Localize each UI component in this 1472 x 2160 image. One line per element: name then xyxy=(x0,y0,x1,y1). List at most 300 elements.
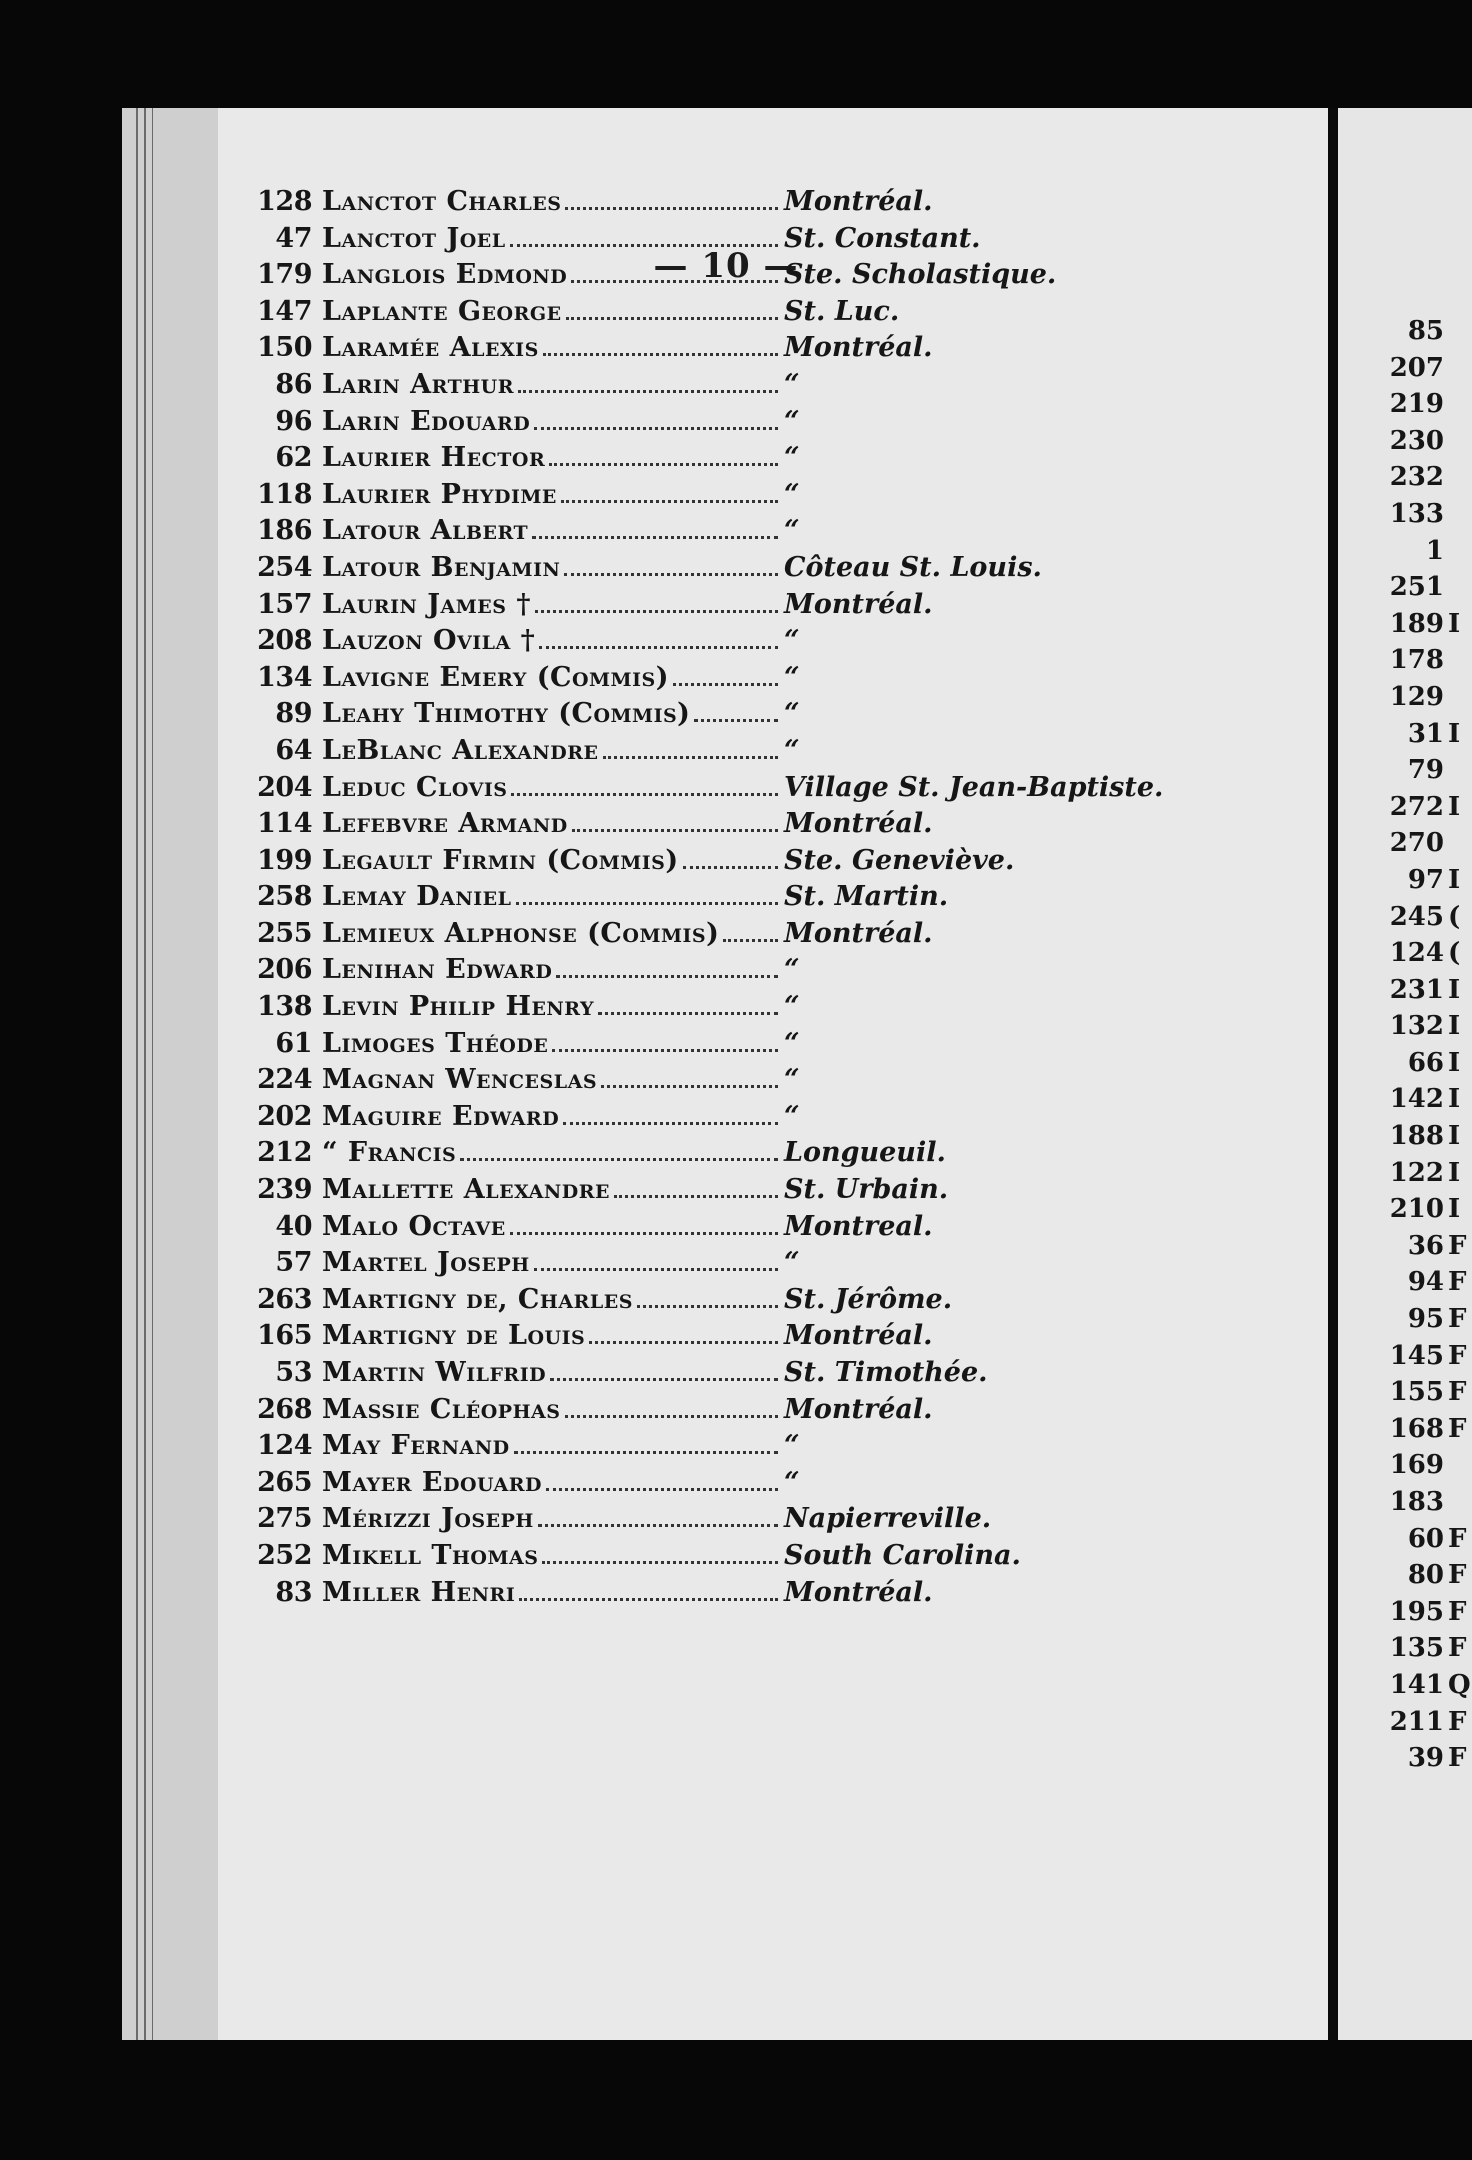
entry-number: 96 xyxy=(275,405,312,437)
entry-place: “ xyxy=(784,1027,800,1059)
right-page-number: 94 xyxy=(1407,1267,1444,1298)
entry-number: 206 xyxy=(257,954,312,986)
entry-name-cell xyxy=(322,479,782,510)
entry-name: Mérizzi Joseph xyxy=(322,1503,534,1535)
right-page-number: 188 xyxy=(1389,1121,1444,1152)
entry-name: LeBlanc Alexandre xyxy=(322,734,599,766)
entry-number: 202 xyxy=(257,1100,312,1132)
entry-number: 47 xyxy=(275,222,312,254)
list-item xyxy=(248,1211,1228,1248)
right-page-letter: I xyxy=(1448,1047,1461,1078)
entry-name-cell xyxy=(322,662,782,693)
entry-name: Malo Octave xyxy=(322,1210,506,1242)
right-page-letter: F xyxy=(1448,1230,1467,1261)
right-page-letter: F xyxy=(1448,1413,1467,1444)
entry-number: 114 xyxy=(257,808,312,840)
entry-place: Village St. Jean-Baptiste. xyxy=(784,771,1164,803)
entry-place: “ xyxy=(784,442,800,474)
right-page-letter: F xyxy=(1448,1340,1467,1371)
entry-name: Laurin James † xyxy=(322,588,532,620)
entry-number: 83 xyxy=(275,1576,312,1608)
list-item xyxy=(248,662,1228,699)
entry-name: Mayer Edouard xyxy=(322,1466,543,1498)
entry-name-cell xyxy=(322,223,782,254)
right-page-numbers xyxy=(1384,316,1444,1780)
right-page-number: 39 xyxy=(1407,1743,1444,1774)
right-page-letter: F xyxy=(1448,1523,1467,1554)
entry-name: Laurier Phydime xyxy=(322,478,557,510)
entry-place: “ xyxy=(784,625,800,657)
entry-place: Montréal. xyxy=(784,186,933,217)
entry-name-cell xyxy=(322,1467,782,1498)
list-item xyxy=(248,442,1228,479)
right-page-number: 141 xyxy=(1389,1669,1444,1700)
entry-place: Montreal. xyxy=(784,1210,933,1242)
entry-number: 157 xyxy=(257,588,312,620)
entry-place: St. Luc. xyxy=(784,295,900,327)
entry-name: Lauzon Ovila † xyxy=(322,625,536,657)
dot-leader xyxy=(510,1232,778,1235)
right-page-letter xyxy=(1448,682,1472,719)
dot-leader xyxy=(550,1378,778,1381)
right-page-letter: I xyxy=(1448,1157,1461,1188)
right-page-letter xyxy=(1448,389,1472,426)
entry-name: Massie Cléophas xyxy=(322,1393,561,1425)
right-page-letter: I xyxy=(1448,1194,1461,1225)
right-page-number: 155 xyxy=(1389,1377,1444,1408)
list-item xyxy=(248,1467,1228,1504)
entry-name-cell xyxy=(322,186,782,217)
dot-leader xyxy=(549,463,778,466)
right-page-letter xyxy=(1448,426,1472,463)
entry-name: Lemieux Alphonse (Commis) xyxy=(322,917,720,949)
right-page-number: 272 xyxy=(1389,791,1444,822)
entry-name: “ Francis xyxy=(322,1137,457,1169)
entry-place: “ xyxy=(784,1064,800,1096)
right-page-letter: I xyxy=(1448,864,1461,895)
entry-name: Larin Edouard xyxy=(322,405,531,437)
right-page-letter: F xyxy=(1448,1377,1467,1408)
entry-place: Montréal. xyxy=(784,1393,933,1425)
list-item xyxy=(248,1430,1228,1467)
right-page-letter xyxy=(1448,828,1472,865)
right-page-letter: ( xyxy=(1448,901,1461,932)
entry-place: St. Martin. xyxy=(784,881,949,913)
right-page-letter: ( xyxy=(1448,938,1461,969)
list-item xyxy=(248,954,1228,991)
entry-name-cell xyxy=(322,1320,782,1351)
list-item xyxy=(248,1247,1228,1284)
right-page-letter: I xyxy=(1448,791,1461,822)
entry-name-cell xyxy=(322,259,782,290)
entry-place: St. Jérôme. xyxy=(784,1283,953,1315)
entry-name-cell xyxy=(322,369,782,400)
entry-number: 53 xyxy=(275,1357,312,1388)
entry-place: “ xyxy=(784,405,800,437)
entry-name: Martel Joseph xyxy=(322,1247,530,1279)
entry-number: 147 xyxy=(257,295,312,327)
dot-leader xyxy=(563,1122,778,1125)
right-page-number: 168 xyxy=(1389,1413,1444,1444)
list-item xyxy=(248,845,1228,882)
entry-name-cell xyxy=(322,1101,782,1132)
entry-name-cell xyxy=(322,845,782,876)
right-page-letter xyxy=(1448,353,1472,390)
list-item xyxy=(248,552,1228,589)
dot-leader xyxy=(683,866,778,869)
list-item xyxy=(248,223,1228,260)
dot-leader xyxy=(723,939,778,942)
entry-name: Miller Henri xyxy=(322,1576,516,1608)
list-item xyxy=(248,918,1228,955)
entry-name: Latour Benjamin xyxy=(322,551,561,583)
entry-place: Longueuil. xyxy=(784,1137,946,1169)
entry-name: Laurier Hector xyxy=(322,442,546,474)
right-page-number: 132 xyxy=(1389,1011,1444,1042)
entry-number: 165 xyxy=(257,1320,312,1352)
right-page-number: 270 xyxy=(1389,828,1444,859)
entry-name: Legault Firmin (Commis) xyxy=(322,844,679,876)
entry-number: 208 xyxy=(257,625,312,657)
entry-place: “ xyxy=(784,1430,800,1462)
entry-number: 134 xyxy=(257,661,312,693)
right-page-letter: F xyxy=(1448,1304,1467,1335)
entry-name-cell xyxy=(322,881,782,912)
right-page-number: 142 xyxy=(1389,1084,1444,1115)
right-page-letter: F xyxy=(1448,1706,1467,1737)
right-page-number: 189 xyxy=(1389,608,1444,639)
entry-number: 252 xyxy=(257,1539,312,1571)
right-page-letter xyxy=(1448,462,1472,499)
register-list xyxy=(248,186,1228,1613)
list-item xyxy=(248,1101,1228,1138)
list-item xyxy=(248,296,1228,333)
entry-name: Langlois Edmond xyxy=(322,259,568,291)
entry-place: Montréal. xyxy=(784,332,933,364)
right-page-letter: Q xyxy=(1448,1669,1471,1700)
entry-place: South Carolina. xyxy=(784,1539,1021,1571)
entry-name: Lemay Daniel xyxy=(322,881,512,913)
right-page-number: 31 xyxy=(1407,718,1444,749)
right-page-letters xyxy=(1448,316,1472,1780)
entry-name-cell xyxy=(322,1394,782,1425)
entry-name-cell xyxy=(322,1577,782,1608)
entry-name-cell xyxy=(322,772,782,803)
list-item xyxy=(248,259,1228,296)
entry-number: 263 xyxy=(257,1283,312,1315)
entry-place: St. Urbain. xyxy=(784,1174,949,1206)
right-page-number: 79 xyxy=(1407,755,1444,786)
right-page-number: 230 xyxy=(1389,425,1444,456)
entry-number: 124 xyxy=(257,1430,312,1462)
entry-name: Leahy Thimothy (Commis) xyxy=(322,698,691,730)
right-page-number: 135 xyxy=(1389,1633,1444,1664)
entry-place: Côteau St. Louis. xyxy=(784,551,1042,583)
entry-name: Levin Philip Henry xyxy=(322,991,595,1023)
right-page-number: 80 xyxy=(1407,1560,1444,1591)
right-page-number: 219 xyxy=(1389,389,1444,420)
list-item xyxy=(248,479,1228,516)
entry-number: 86 xyxy=(275,368,312,400)
entry-name-cell xyxy=(322,552,782,583)
list-item xyxy=(248,625,1228,662)
right-page-number: 195 xyxy=(1389,1596,1444,1627)
entry-place: “ xyxy=(784,368,800,400)
right-page-number: 231 xyxy=(1389,974,1444,1005)
entry-number: 204 xyxy=(257,771,312,803)
entry-place: “ xyxy=(784,954,800,986)
right-page-letter: I xyxy=(1448,1084,1461,1115)
right-page-number: 1 xyxy=(1425,535,1444,566)
entry-number: 40 xyxy=(275,1210,312,1242)
right-page-number: 66 xyxy=(1407,1047,1444,1078)
entry-name-cell xyxy=(322,991,782,1022)
list-item xyxy=(248,1577,1228,1614)
entry-name: Limoges Théode xyxy=(322,1027,549,1059)
dot-leader xyxy=(514,1451,778,1454)
entry-name-cell xyxy=(322,1174,782,1205)
dot-leader xyxy=(565,207,778,210)
right-page-number: 210 xyxy=(1389,1194,1444,1225)
right-page-number: 133 xyxy=(1389,498,1444,529)
entry-number: 255 xyxy=(257,917,312,949)
list-item xyxy=(248,881,1228,918)
entry-place: Montréal. xyxy=(784,808,933,840)
dot-leader xyxy=(598,1012,778,1015)
entry-number: 275 xyxy=(257,1503,312,1535)
entry-name-cell xyxy=(322,1028,782,1059)
right-page-number: 122 xyxy=(1389,1157,1444,1188)
right-page-number: 97 xyxy=(1407,864,1444,895)
entry-name-cell xyxy=(322,1430,782,1461)
entry-number: 265 xyxy=(257,1466,312,1498)
list-item xyxy=(248,1284,1228,1321)
entry-place: Montréal. xyxy=(784,588,933,620)
right-page-number: 36 xyxy=(1407,1230,1444,1261)
dot-leader xyxy=(561,500,778,503)
right-page-letter: I xyxy=(1448,1011,1461,1042)
dot-leader xyxy=(538,1524,778,1527)
list-item xyxy=(248,332,1228,369)
list-item xyxy=(248,1540,1228,1577)
list-item xyxy=(248,1137,1228,1174)
right-page-letter: F xyxy=(1448,1743,1467,1774)
right-page-letter: F xyxy=(1448,1267,1467,1298)
entry-place: “ xyxy=(784,661,800,693)
dot-leader xyxy=(519,1598,778,1601)
entry-name: Martigny de Louis xyxy=(322,1320,586,1352)
right-page-number: 211 xyxy=(1389,1706,1444,1737)
right-page-number: 207 xyxy=(1389,352,1444,383)
right-page-letter xyxy=(1448,536,1472,573)
entry-number: 186 xyxy=(257,515,312,547)
dot-leader xyxy=(510,244,778,247)
entry-name-cell xyxy=(322,808,782,839)
list-item xyxy=(248,735,1228,772)
gutter-line xyxy=(144,108,146,2040)
right-page-number: 251 xyxy=(1389,572,1444,603)
dot-leader xyxy=(603,756,779,759)
right-page-number: 124 xyxy=(1389,938,1444,969)
dot-leader xyxy=(637,1305,778,1308)
dot-leader xyxy=(535,610,778,613)
right-page-letter: I xyxy=(1448,1121,1461,1152)
list-item xyxy=(248,1357,1228,1394)
entry-name: Larin Arthur xyxy=(322,368,515,400)
dot-leader xyxy=(534,427,778,430)
right-page-number: 145 xyxy=(1389,1340,1444,1371)
dot-leader xyxy=(564,573,778,576)
right-page-letter xyxy=(1448,499,1472,536)
entry-name-cell xyxy=(322,442,782,473)
list-item xyxy=(248,1028,1228,1065)
entry-name: Mallette Alexandre xyxy=(322,1174,611,1206)
entry-number: 138 xyxy=(257,991,312,1023)
list-item xyxy=(248,589,1228,626)
dot-leader xyxy=(589,1341,778,1344)
entry-number: 268 xyxy=(257,1393,312,1425)
entry-number: 224 xyxy=(257,1064,312,1096)
entry-name-cell xyxy=(322,1357,782,1388)
entry-place: Montréal. xyxy=(784,1576,933,1608)
entry-place: “ xyxy=(784,1100,800,1132)
dot-leader xyxy=(694,719,778,722)
dot-leader xyxy=(673,683,778,686)
entry-place: “ xyxy=(784,991,800,1023)
right-page-letter xyxy=(1448,316,1472,353)
entry-name: Lavigne Emery (Commis) xyxy=(322,661,669,693)
entry-name: Martigny de, Charles xyxy=(322,1283,633,1315)
right-page-letter: F xyxy=(1448,1596,1467,1627)
entry-name-cell xyxy=(322,954,782,985)
dot-leader xyxy=(572,829,778,832)
entry-name: Mikell Thomas xyxy=(322,1539,539,1571)
entry-number: 64 xyxy=(275,734,312,766)
entry-name-cell xyxy=(322,332,782,363)
dot-leader xyxy=(565,1415,778,1418)
list-item xyxy=(248,772,1228,809)
entry-number: 212 xyxy=(257,1137,312,1169)
right-page-letter xyxy=(1448,645,1472,682)
entry-place: Montréal. xyxy=(784,1320,933,1352)
entry-number: 61 xyxy=(275,1027,312,1059)
right-page-letter: I xyxy=(1448,974,1461,1005)
right-page-letter: F xyxy=(1448,1560,1467,1591)
dot-leader xyxy=(516,902,778,905)
entry-name: Lefebvre Armand xyxy=(322,808,568,840)
entry-place: “ xyxy=(784,698,800,730)
list-item xyxy=(248,991,1228,1028)
entry-name: Martin Wilfrid xyxy=(322,1357,547,1388)
entry-number: 258 xyxy=(257,881,312,913)
right-page-letter: I xyxy=(1448,608,1461,639)
dot-leader xyxy=(532,536,778,539)
entry-name-cell xyxy=(322,735,782,766)
dot-leader xyxy=(511,793,778,796)
right-page-letter xyxy=(1448,572,1472,609)
entry-name-cell xyxy=(322,1247,782,1278)
entry-name-cell xyxy=(322,625,782,656)
dot-leader xyxy=(539,646,778,649)
dot-leader xyxy=(552,1049,778,1052)
right-page-number: 232 xyxy=(1389,462,1444,493)
list-item xyxy=(248,698,1228,735)
right-page-number: 60 xyxy=(1407,1523,1444,1554)
list-item xyxy=(248,406,1228,443)
entry-place: Ste. Geneviève. xyxy=(784,844,1015,876)
list-item xyxy=(248,1394,1228,1431)
entry-number: 118 xyxy=(257,478,312,510)
list-item xyxy=(248,1174,1228,1211)
entry-place: Napierreville. xyxy=(784,1503,992,1535)
list-item xyxy=(248,369,1228,406)
gutter-line xyxy=(136,108,138,2040)
dot-leader xyxy=(534,1268,778,1271)
entry-name-cell xyxy=(322,1540,782,1571)
right-page-letter xyxy=(1448,1487,1472,1524)
entry-number: 57 xyxy=(275,1247,312,1279)
entry-name: Leduc Clovis xyxy=(322,771,508,803)
right-page-number: 178 xyxy=(1389,645,1444,676)
entry-name: Latour Albert xyxy=(322,515,529,547)
right-page-number: 169 xyxy=(1389,1450,1444,1481)
entry-name-cell xyxy=(322,589,782,620)
entry-place: “ xyxy=(784,478,800,510)
list-item xyxy=(248,1503,1228,1540)
entry-place: “ xyxy=(784,734,800,766)
dot-leader xyxy=(460,1158,778,1161)
entry-name-cell xyxy=(322,1211,782,1242)
entry-name-cell xyxy=(322,918,782,949)
right-page-number: 95 xyxy=(1407,1304,1444,1335)
entry-place: “ xyxy=(784,515,800,547)
entry-place: St. Constant. xyxy=(784,222,981,254)
entry-number: 254 xyxy=(257,551,312,583)
page-number: — 10 — xyxy=(653,246,799,286)
entry-place: “ xyxy=(784,1247,800,1279)
dot-leader xyxy=(543,353,778,356)
entry-number: 89 xyxy=(275,698,312,730)
entry-name-cell xyxy=(322,1064,782,1095)
entry-name: Lanctot Joel xyxy=(322,222,506,254)
dot-leader xyxy=(542,1561,778,1564)
list-item xyxy=(248,1064,1228,1101)
list-item xyxy=(248,186,1228,223)
dot-leader xyxy=(566,317,778,320)
dot-leader xyxy=(614,1195,778,1198)
entry-name: May Fernand xyxy=(322,1430,510,1462)
entry-number: 239 xyxy=(257,1174,312,1206)
entry-name-cell xyxy=(322,515,782,546)
entry-name-cell xyxy=(322,296,782,327)
dot-leader xyxy=(546,1488,778,1491)
right-page-number: 245 xyxy=(1389,901,1444,932)
entry-place: St. Timothée. xyxy=(784,1357,988,1388)
right-page-number: 85 xyxy=(1407,316,1444,346)
entry-name-cell xyxy=(322,1284,782,1315)
dot-leader xyxy=(518,390,778,393)
entry-number: 179 xyxy=(257,259,312,291)
entry-place: Montréal. xyxy=(784,917,933,949)
entry-place: Ste. Scholastique. xyxy=(784,259,1057,291)
entry-name: Magnan Wenceslas xyxy=(322,1064,598,1096)
right-page-letter xyxy=(1448,755,1472,792)
entry-name: Maguire Edward xyxy=(322,1100,560,1132)
dot-leader xyxy=(571,280,778,283)
entry-name-cell xyxy=(322,1503,782,1534)
right-page-number: 183 xyxy=(1389,1487,1444,1517)
entry-name: Lanctot Charles xyxy=(322,186,562,217)
